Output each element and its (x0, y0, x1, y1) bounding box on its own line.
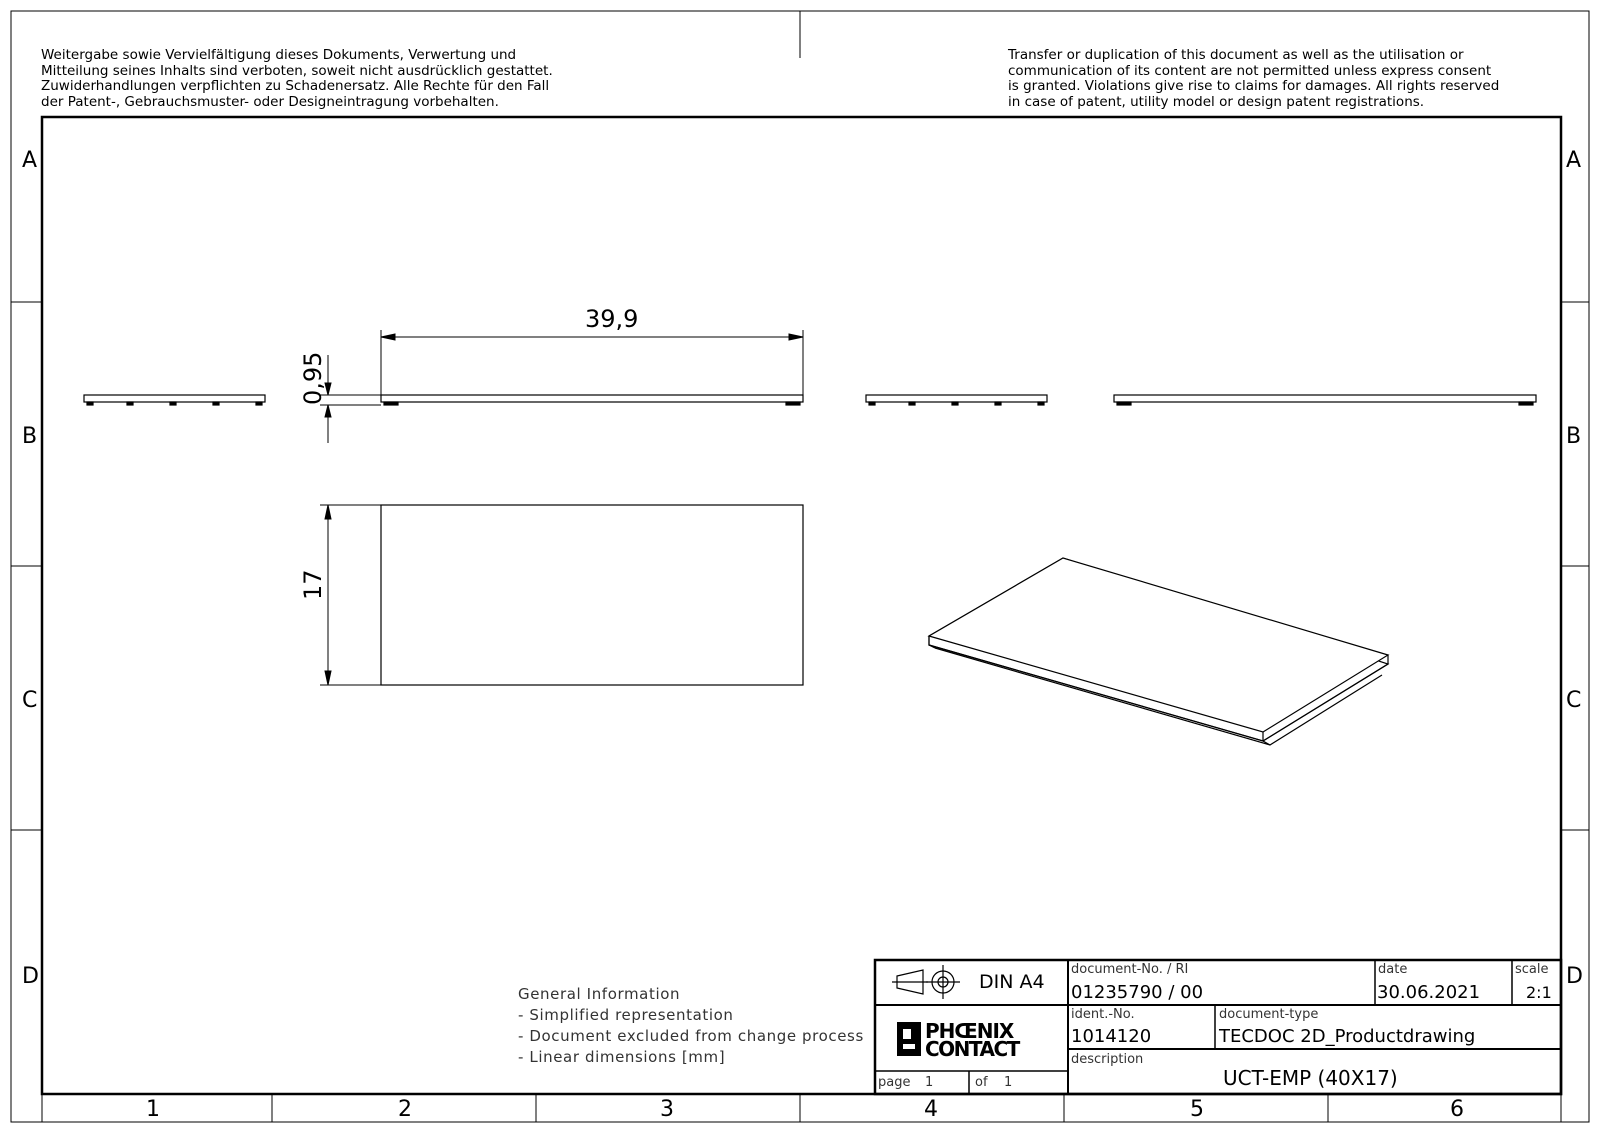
projection-symbol-icon (892, 965, 960, 999)
document-no-value: 01235790 / 00 (1071, 982, 1204, 1003)
document-type-label: document-type (1219, 1007, 1319, 1022)
row-label-a: A (22, 148, 38, 173)
outer-frame (11, 11, 1589, 1122)
row-label-c-right: C (1566, 688, 1582, 713)
column-label-4: 4 (924, 1097, 938, 1122)
date-value: 30.06.2021 (1377, 982, 1481, 1003)
date-label: date (1378, 962, 1408, 977)
format-label: DIN A4 (979, 971, 1045, 993)
ident-no-value: 1014120 (1071, 1026, 1152, 1047)
dimension-width-label: 39,9 (585, 305, 639, 333)
page-value: 1 (925, 1075, 934, 1090)
general-info-title: General Information (518, 985, 681, 1003)
column-label-2: 2 (398, 1097, 412, 1122)
of-label: of (975, 1075, 988, 1090)
front-view (381, 395, 803, 405)
drawing-border (42, 117, 1561, 1094)
copyright-notice-english: Transfer or duplication of this document as well as the utilisation or communication of its content are not permitted unless express consent is granted. Violations give rise to claims for damages. All rights reserved in case of patent, utility model or design patent registrations. (1008, 47, 1500, 110)
row-label-d-right: D (1566, 964, 1583, 989)
dimension-thickness (320, 355, 381, 443)
column-label-3: 3 (660, 1097, 674, 1122)
logo-text-line2: CONTACT (925, 1037, 1019, 1061)
general-info-item: - Simplified representation (518, 1006, 734, 1024)
page-label: page (878, 1075, 911, 1090)
description-value: UCT-EMP (40X17) (1223, 1066, 1398, 1090)
side-view-right (866, 395, 1047, 405)
row-label-c: C (22, 688, 38, 713)
row-label-b-right: B (1566, 424, 1582, 449)
general-info-item: - Linear dimensions [mm] (518, 1048, 726, 1066)
dimension-width (381, 330, 803, 395)
row-label-a-right: A (1566, 148, 1582, 173)
rear-view (1114, 395, 1536, 405)
scale-label: scale (1515, 962, 1549, 977)
scale-value: 2:1 (1526, 983, 1552, 1002)
description-label: description (1071, 1052, 1144, 1067)
row-label-d: D (22, 964, 39, 989)
dimension-thickness-label: 0,95 (299, 351, 327, 405)
phoenix-contact-logo (897, 1019, 1021, 1061)
document-no-label: document-No. / RI (1071, 962, 1189, 977)
side-view-left (84, 395, 265, 405)
copyright-notice-german: Weitergabe sowie Vervielfältigung dieses Dokuments, Verwertung und Mitteilung seines Inhalts sind verboten, soweit nicht ausdrücklich gestattet. Zuwiderhandlungen verpflichten zu Schadenersatz. Alle Rechte für den Fall der Patent-, Gebrauchsmuster- oder Designeintragung vorbehalten. (41, 47, 553, 110)
column-label-5: 5 (1190, 1097, 1204, 1122)
row-label-b: B (22, 424, 38, 449)
logo-text-line1: PHŒNIX (925, 1019, 1014, 1043)
dimension-depth (320, 505, 381, 685)
general-info-item: - Document excluded from change process (518, 1027, 864, 1045)
column-label-1: 1 (146, 1097, 160, 1122)
dimension-depth-label: 17 (299, 569, 327, 600)
of-value: 1 (1004, 1075, 1013, 1090)
ident-no-label: ident.-No. (1071, 1007, 1135, 1022)
document-type-value: TECDOC 2D_Productdrawing (1219, 1026, 1476, 1047)
top-view (381, 505, 803, 685)
column-label-6: 6 (1450, 1097, 1464, 1122)
isometric-view (929, 558, 1388, 745)
